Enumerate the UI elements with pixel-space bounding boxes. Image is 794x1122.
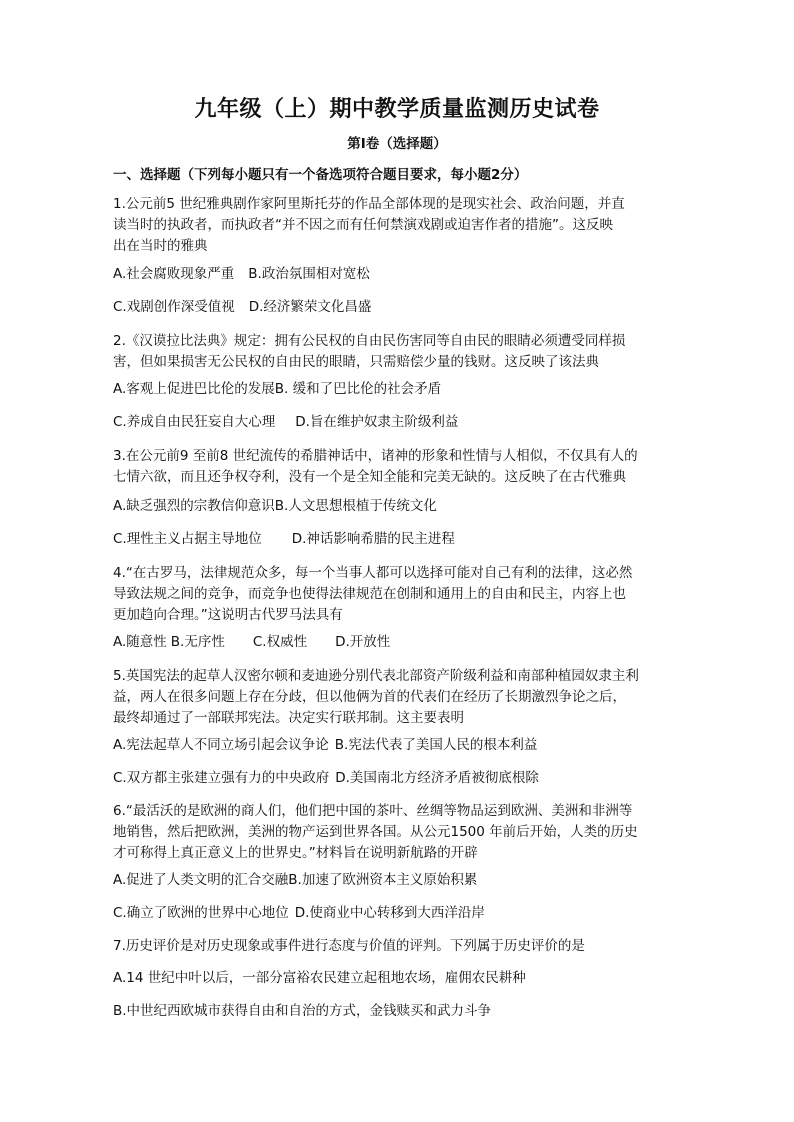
option-d: D.经济繁荣文化昌盛 <box>248 299 372 315</box>
option-d: D.开放性 <box>335 634 391 650</box>
exam-title: 九年级（上）期中教学质量监测历史试卷 <box>194 97 600 122</box>
question-7-option-a <box>113 968 526 989</box>
question-text-line: 才可称得上真正意义上的世界史。”材料旨在说明新航路的开辟 <box>113 845 478 861</box>
question-7-option-b <box>113 1001 491 1022</box>
option-c: C.戏剧创作深受值视 <box>113 299 235 315</box>
question-text-line: 害，但如果损害无公民权的自由民的眼睛，只需赔偿少量的钱财。这反映了该法典 <box>113 354 599 370</box>
question-6-options-row-2 <box>113 903 485 924</box>
option-a: A.缺乏强烈的宗教信仰意识 <box>113 498 275 514</box>
option-d: D.使商业中心转移到大西洋沿岸 <box>294 905 485 921</box>
question-text-line: 7.历史评价是对历史现象或事件进行态度与价值的评判。下列属于历史评价的是 <box>113 938 585 954</box>
question-text-line: 最终却通过了一部联邦宪法。决定实行联邦制。这主要表明 <box>113 710 464 726</box>
option-b: B.宪法代表了美国人民的根本利益 <box>334 737 538 753</box>
question-2-options-row-1 <box>113 379 441 400</box>
question-text-line: 更加趋向合理。”这说明古代罗马法具有 <box>113 607 343 623</box>
question-text-line: 益，两人在很多问题上存在分歧，但以他俩为首的代表们在经历了长期激烈争论之后， <box>113 689 626 705</box>
question-3-options-row-2 <box>113 529 455 550</box>
option-d: D.旨在维护奴隶主阶级利益 <box>295 414 459 430</box>
option-a: A.社会腐败现象严重 <box>113 266 235 282</box>
option-b: B.中世纪西欧城市获得自由和自治的方式，金钱赎买和武力斗争 <box>113 1003 492 1019</box>
question-6 <box>113 801 693 864</box>
question-1 <box>113 194 693 257</box>
question-text-line: 4.“在古罗马，法律规范众多，每一个当事人都可以选择可能对自己有利的法律，这必然 <box>113 565 633 581</box>
option-c: C.理性主义占据主导地位 <box>113 531 262 547</box>
option-a: A.随意性 <box>113 634 167 650</box>
question-text-line: 地销售，然后把欧洲，美洲的物产运到世界各国。从公元1500 年前后开始，人类的历史 <box>113 824 638 840</box>
question-1-options-row-2 <box>113 297 371 318</box>
question-5-options-row-2 <box>113 768 539 789</box>
exam-subtitle: 第Ⅰ卷（选择题） <box>347 136 447 152</box>
question-6-options-row-1 <box>113 870 477 891</box>
option-b: B.加速了欧洲资本主义原始积累 <box>288 872 478 888</box>
question-2-options-row-2 <box>113 412 458 433</box>
question-text-line: 导致法规之间的竞争，而竞争也使得法律规范在创制和通用上的自由和民主，内容上也 <box>113 586 626 602</box>
question-3 <box>113 446 693 488</box>
question-text-line: 6.“最活沃的是欧洲的商人们，他们把中国的茶叶、丝绸等物品运到欧洲、美洲和非洲等 <box>113 803 633 819</box>
option-a: A.促进了人类文明的汇合交融 <box>113 872 289 888</box>
section-heading: 一、选择题（下列每小题只有一个备选项符合题目要求，每小题2分） <box>113 167 528 183</box>
question-text-line: 出在当时的雅典 <box>113 238 208 254</box>
question-text-line: 七情六欲，而且还争权夺利，没有一个是全知全能和完美无缺的。这反映了在古代雅典 <box>113 469 626 485</box>
option-b: B.人文思想根植于传统文化 <box>274 498 437 514</box>
option-d: D.美国南北方经济矛盾被彻底根除 <box>335 770 539 786</box>
question-text-line: 2.《汉谟拉比法典》规定：拥有公民权的自由民伤害同等自由民的眼睛必须遭受同样损 <box>113 333 626 349</box>
option-c: C.双方都主张建立强有力的中央政府 <box>113 770 330 786</box>
question-7 <box>113 936 693 957</box>
option-d: D.神话影响希腊的民主进程 <box>291 531 455 547</box>
option-c: C.确立了欧洲的世界中心地位 <box>113 905 289 921</box>
question-text-line: 读当时的执政者，而执政者“并不因之而有任何禁演戏剧或迫害作者的措施”。这反映 <box>113 217 613 233</box>
option-a: A.客观上促进巴比伦的发展 <box>113 381 275 397</box>
question-5-options-row-1 <box>113 735 537 756</box>
question-4 <box>113 563 693 626</box>
option-b: B. 缓和了巴比伦的社会矛盾 <box>274 381 442 397</box>
question-3-options-row-1 <box>113 496 437 517</box>
option-b: B.无序性 <box>170 634 225 650</box>
question-text-line: 3.在公元前9 至前8 世纪流传的希腊神话中，诸神的形象和性情与人相似，不仅具有人的 <box>113 448 638 464</box>
question-text-line: 5.英国宪法的起草人汉密尔顿和麦迪逊分别代表北部资产阶级利益和南部种植园奴隶主利 <box>113 668 639 684</box>
question-5 <box>113 666 693 729</box>
option-b: B.政治氛围相对宽松 <box>248 266 370 282</box>
option-a: A.宪法起草人不同立场引起会议争论 <box>113 737 329 753</box>
option-c: C.权威性 <box>252 634 308 650</box>
question-1-options-row-1 <box>113 264 370 285</box>
option-c: C.养成自由民狂妄自大心理 <box>113 414 276 430</box>
option-a: A.14 世纪中叶以后，一部分富裕农民建立起租地农场，雇佣农民耕种 <box>113 970 526 986</box>
question-2 <box>113 331 693 373</box>
question-text-line: 1.公元前5 世纪雅典剧作家阿里斯托芬的作品全部体现的是现实社会、政治问题，并直 <box>113 196 625 212</box>
question-4-options-row <box>113 632 390 653</box>
